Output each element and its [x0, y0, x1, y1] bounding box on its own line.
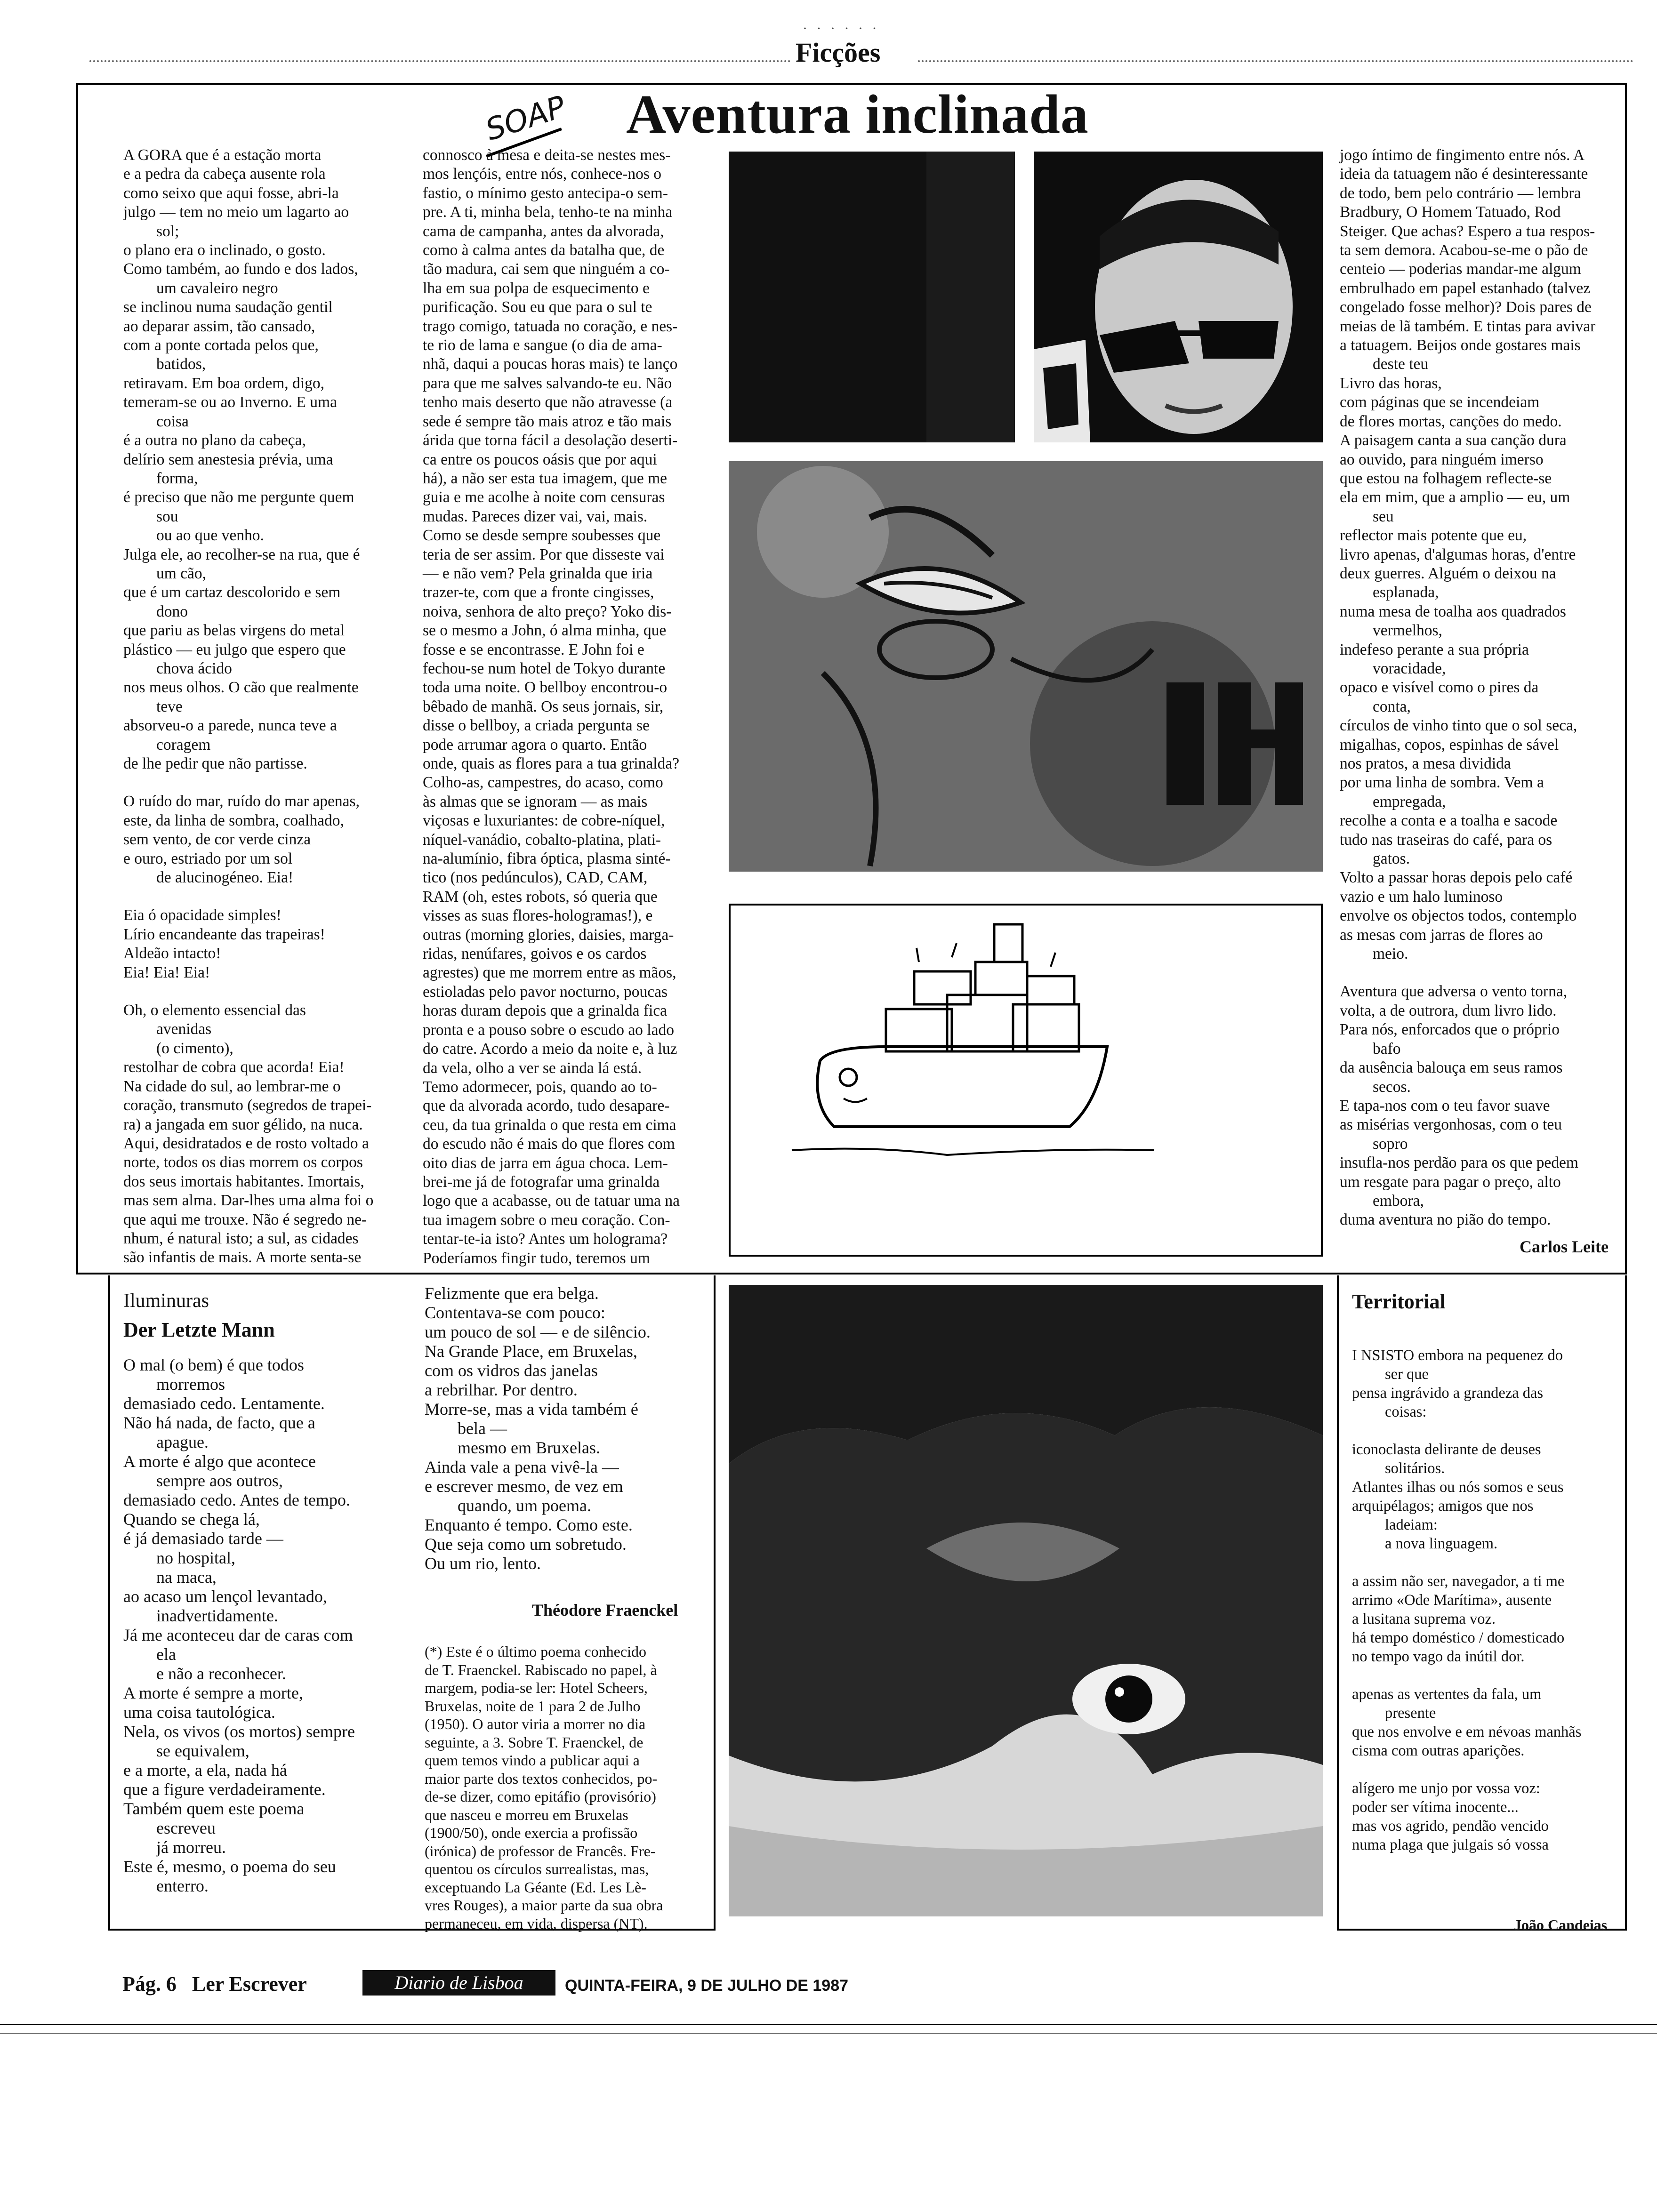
article-text-line: vermelhos,: [1373, 622, 1442, 640]
article-text-line: tão madura, cai sem que ninguém a co-: [423, 260, 670, 278]
poem-line: Ou um rio, lento.: [425, 1554, 541, 1573]
article-text-line: e ouro, estriado por um sol: [123, 850, 293, 867]
article-byline: Carlos Leite: [1520, 1237, 1609, 1256]
article-text-line: agrestes) que me morrem entre as mãos,: [423, 964, 676, 982]
article-text-line: ou ao que venho.: [156, 527, 264, 545]
poem-line: se equivalem,: [156, 1741, 249, 1760]
article-text-line: ridas, nenúfares, goivos e os cardos: [423, 945, 647, 963]
article-text-line: trago comigo, tatuada no coração, e nes-: [423, 317, 678, 335]
article-text-line: sou: [156, 507, 178, 525]
article-text-line: (o cimento),: [156, 1039, 233, 1057]
article-text-line: noiva, senhora de alto preço? Yoko dis-: [423, 602, 672, 620]
article-text-line: connosco à mesa e deita-se nestes mes-: [423, 146, 671, 164]
poem-line: e escrever mesmo, de vez em: [425, 1477, 623, 1496]
article-text-line: as misérias vergonhosas, com o teu: [1340, 1116, 1562, 1134]
article-text-line: às almas que se ignoram — as mais: [423, 793, 648, 810]
poem-line: cisma com outras aparições.: [1352, 1742, 1525, 1759]
article-text-line: com a ponte cortada pelos que,: [123, 337, 319, 354]
article-text-line: do escudo não é mais do que flores com: [423, 1135, 675, 1153]
article-text-line: O ruído do mar, ruído do mar apenas,: [123, 793, 360, 810]
article-text-line: teria de ser assim. Por que disseste vai: [423, 545, 665, 563]
article-text-line: este, da linha de sombra, coalhado,: [123, 811, 344, 829]
article-text-line: sopro: [1373, 1135, 1408, 1153]
article-text-line: gatos.: [1373, 850, 1410, 868]
poem-line: Atlantes ilhas ou nós somos e seus: [1352, 1479, 1564, 1496]
article-text-line: [123, 773, 406, 792]
article-text-line: fastio, o mínimo gesto antecipa-o sem-: [423, 184, 668, 202]
article-text-line: pre. A ti, minha bela, tenho-te na minha: [423, 203, 673, 221]
article-text-line: E tapa-nos com o teu favor suave: [1340, 1097, 1550, 1114]
boat-illustration-frame: [729, 904, 1323, 1257]
poem-line: e não a reconhecer.: [156, 1664, 286, 1683]
note-line: Bruxelas, noite de 1 para 2 de Julho: [425, 1697, 641, 1715]
article-text-line: para que me salves salvando-te eu. Não: [423, 374, 672, 392]
article-text-line: se inclinou numa saudação gentil: [123, 298, 333, 316]
note-line: exceptuando La Géante (Ed. Les Lè-: [425, 1878, 646, 1896]
poem-line: A morte é sempre a morte,: [123, 1683, 303, 1702]
article-text-line: outras (morning glories, daisies, marga-: [423, 926, 674, 944]
article-text-line: conta,: [1373, 697, 1411, 715]
poem-line: mesmo em Bruxelas.: [458, 1438, 600, 1457]
article-text-line: ao ouvido, para ninguém imerso: [1340, 450, 1544, 468]
article-text-line: dono: [156, 602, 188, 620]
article-text-line: um cão,: [156, 564, 207, 582]
article-text-line: as mesas com jarras de flores ao: [1340, 926, 1543, 944]
article-text-line: [123, 982, 406, 1001]
article-text-line: trazer-te, com que a fronte cingisses,: [423, 584, 654, 601]
poem-line: [1352, 1553, 1620, 1572]
article-text-line: pode arrumar agora o quarto. Então: [423, 736, 647, 753]
article-text-line: na-alumínio, fibra óptica, plasma sinté-: [423, 850, 671, 868]
poem-line: arrimo «Ode Marítima», ausente: [1352, 1592, 1552, 1609]
poem-line: apenas as vertentes da fala, um: [1352, 1686, 1542, 1703]
poem-line: numa plaga que julgais só vossa: [1352, 1836, 1549, 1853]
territorial-title: Territorial: [1352, 1290, 1446, 1313]
article-text-line: congelado fosse melhor)? Dois pares de: [1340, 298, 1592, 316]
article-text-line: te rio de lama e sangue (o dia de ama-: [423, 337, 662, 354]
article-text-line: árida que torna fácil a desolação deserti-: [423, 432, 678, 449]
article-text-line: retiravam. Em boa ordem, digo,: [123, 374, 324, 392]
article-text-line: livro apenas, d'algumas horas, d'entre: [1340, 545, 1576, 563]
article-text-line: níquel-vanádio, cobalto-platina, plati-: [423, 831, 661, 849]
poem-line: iconoclasta delirante de deuses: [1352, 1441, 1541, 1458]
article-text-line: nhã, daqui a poucas horas mais) te lanço: [423, 355, 678, 373]
poem-line: bela —: [458, 1419, 507, 1438]
poem-line: apague.: [156, 1433, 209, 1451]
article-text-line: se o mesmo a John, ó alma minha, que: [423, 622, 667, 640]
article-text-line: batidos,: [156, 355, 206, 373]
poem-line: poder ser vítima inocente...: [1352, 1799, 1519, 1816]
note-line: margem, podia-se ler: Hotel Scheers,: [425, 1679, 648, 1696]
note-line: quem temos vindo a publicar aqui a: [425, 1752, 640, 1769]
article-text-line: ela em mim, que a amplio — eu, um: [1340, 489, 1570, 506]
boat-illustration: [731, 906, 1321, 1255]
article-text-line: coração, transmuto (segredos de trapei-: [123, 1097, 372, 1114]
article-text-line: julgo — tem no meio um lagarto ao: [123, 203, 349, 221]
article-text-line: horas duram depois que a grinalda fica: [423, 1002, 668, 1020]
poem-line: inadvertidamente.: [156, 1606, 278, 1625]
article-text-line: numa mesa de toalha aos quadrados: [1340, 602, 1566, 620]
article-text-line: que é um cartaz descolorido e sem: [123, 584, 341, 601]
article-text-line: avenidas: [156, 1020, 212, 1038]
iluminuras-rubric: Iluminuras: [123, 1290, 209, 1312]
article-column-3: [1340, 146, 1622, 1230]
poem-line: solitários.: [1385, 1460, 1445, 1477]
poem-line: I NSISTO embora na pequenez do: [1352, 1347, 1563, 1364]
territorial-poem: [1352, 1346, 1620, 1854]
article-text-line: [1340, 963, 1622, 982]
article-text-line: há), a não ser esta tua imagem, que me: [423, 469, 668, 487]
poem-line: [1352, 1760, 1620, 1779]
article-text-line: bafo: [1373, 1040, 1401, 1058]
poem-line: e a morte, a ela, nada há: [123, 1761, 287, 1779]
article-text-line: empregada,: [1373, 793, 1446, 810]
article-text-line: absorveu-o a parede, nunca teve a: [123, 717, 337, 735]
article-text-line: reflector mais potente que eu,: [1340, 527, 1527, 545]
article-text-line: mas sem alma. Dar-lhes uma alma foi o: [123, 1192, 374, 1210]
article-text-line: deste teu: [1373, 355, 1429, 373]
article-text-line: tua imagem sobre o meu coração. Con-: [423, 1211, 670, 1229]
poem-line: a rebrilhar. Por dentro.: [425, 1380, 578, 1399]
poem-line: Já me aconteceu dar de caras com: [123, 1626, 353, 1644]
poem-line: que nos envolve e em névoas manhãs: [1352, 1723, 1582, 1740]
article-text-line: Poderíamos fingir tudo, teremos um: [423, 1249, 650, 1267]
article-text-line: ra) a jangada em suor gélido, na nuca.: [123, 1115, 363, 1133]
poem-line: demasiado cedo. Antes de tempo.: [123, 1491, 350, 1509]
article-text-line: de alucinogéneo. Eia!: [156, 869, 294, 887]
poem-line: ela: [156, 1645, 176, 1664]
article-text-line: A GORA que é a estação morta: [123, 146, 322, 164]
article-text-line: da vela, olho a ver se ainda lá está.: [423, 1059, 642, 1077]
article-text-line: esplanada,: [1373, 584, 1439, 601]
article-text-line: visses as suas flores-hologramas!), e: [423, 907, 653, 925]
article-text-line: coragem: [156, 736, 211, 753]
article-text-line: sede é sempre tão mais atroz e tão mais: [423, 412, 672, 430]
article-text-line: disse o bellboy, a criada pergunta se: [423, 717, 650, 735]
article-text-line: norte, todos os dias morrem os corpos: [123, 1154, 363, 1171]
article-text-line: secos.: [1373, 1078, 1411, 1096]
header-rule-right: [918, 60, 1633, 62]
article-text-line: um resgate para pagar o preço, alto: [1340, 1173, 1561, 1191]
article-text-line: mudas. Pareces dizer vai, vai, mais.: [423, 507, 648, 525]
photo-graffiti-face: [729, 461, 1323, 872]
article-text-line: embrulhado em papel estanhado (talvez: [1340, 279, 1591, 297]
article-text-line: são infantis de mais. A morte senta-se: [123, 1249, 362, 1266]
note-line: de T. Fraenckel. Rabiscado no papel, à: [425, 1661, 657, 1678]
article-text-line: voracidade,: [1373, 659, 1446, 677]
article-text-line: como à calma antes da batalha que, de: [423, 241, 665, 259]
article-text-line: delírio sem anestesia prévia, uma: [123, 450, 333, 468]
poem-line: A morte é algo que acontece: [123, 1452, 316, 1471]
article-text-line: viçosas e luxuriantes: de cobre-níquel,: [423, 812, 665, 830]
article-text-line: plástico — eu julgo que espero que: [123, 641, 346, 658]
poem-line: [1352, 1666, 1620, 1685]
poem-line: Na Grande Place, em Bruxelas,: [425, 1342, 637, 1361]
photo-blurred-face: [729, 1285, 1323, 1916]
article-text-line: estioladas pelo pavor nocturno, poucas: [423, 983, 668, 1001]
iluminuras-title: Der Letzte Mann: [123, 1318, 275, 1341]
section-title: Ficções: [796, 37, 881, 68]
article-text-line: indefeso perante a sua própria: [1340, 641, 1529, 658]
footer-section: Ler Escrever: [192, 1972, 307, 1996]
poem-line: que a figure verdadeiramente.: [123, 1780, 326, 1799]
article-text-line: insufla-nos perdão para os que pedem: [1340, 1154, 1578, 1172]
article-column-2: [423, 146, 710, 1268]
poem-line: com os vidros das janelas: [425, 1361, 598, 1380]
poem-line: ser que: [1385, 1366, 1429, 1383]
note-line: (1950). O autor viria a morrer no dia: [425, 1715, 646, 1732]
article-text-line: — e não vem? Pela grinalda que iria: [423, 564, 653, 582]
article-text-line: com páginas que se incendeiam: [1340, 393, 1540, 411]
article-text-line: fechou-se num hotel de Tokyo durante: [423, 659, 666, 677]
poem-line: há tempo doméstico / domesticado: [1352, 1629, 1565, 1646]
article-text-line: cama de campanha, antes da alvorada,: [423, 222, 664, 240]
article-text-line: sol;: [156, 222, 179, 240]
poem-line: coisas:: [1385, 1403, 1427, 1420]
article-text-line: purificação. Sou eu que para o sul te: [423, 298, 652, 316]
article-text-line: de lhe pedir que não partisse.: [123, 755, 307, 772]
article-text-line: embora,: [1373, 1192, 1424, 1210]
article-text-line: A paisagem canta a sua canção dura: [1340, 432, 1567, 449]
poem-line: sempre aos outros,: [156, 1471, 283, 1490]
article-text-line: mos lençóis, entre nós, conhece-nos o: [423, 165, 662, 183]
article-text-line: Aqui, desidratados e de rosto voltado a: [123, 1134, 369, 1152]
article-text-line: de todo, bem pelo contrário — lembra: [1340, 184, 1581, 202]
note-line: (1900/50), onde exercia a profissão: [425, 1824, 638, 1841]
poem-line: uma coisa tautológica.: [123, 1703, 275, 1722]
article-text-line: Como se desde sempre soubesses que: [423, 527, 661, 545]
article-text-line: fosse e se encontrasse. E John foi e: [423, 641, 644, 658]
article-text-line: um cavaleiro negro: [156, 279, 278, 297]
poem-line: Felizmente que era belga.: [425, 1284, 599, 1303]
article-text-line: Livro das horas,: [1340, 374, 1442, 392]
footer-rule-top: [0, 2024, 1657, 2025]
article-text-line: por uma linha de sombra. Vem a: [1340, 774, 1544, 792]
poem-line: já morreu.: [156, 1838, 226, 1857]
article-text-line: que da alvorada acordo, tudo desapare-: [423, 1097, 670, 1115]
poem-line: Que seja como um sobretudo.: [425, 1535, 627, 1554]
footer-rule-bottom: [0, 2033, 1657, 2034]
poem-line: a assim não ser, navegador, a ti me: [1352, 1573, 1565, 1590]
article-text-line: restolhar de cobra que acorda! Eia!: [123, 1058, 345, 1076]
article-text-line: Volto a passar horas depois pelo café: [1340, 869, 1573, 887]
article-text-line: Eia ó opacidade simples!: [123, 906, 282, 924]
article-text-line: recolhe a conta e a toalha e sacode: [1340, 812, 1558, 830]
photo-man-sunglasses: [1034, 152, 1323, 442]
article-text-line: ideia da tatuagem não é desinteressante: [1340, 165, 1588, 183]
note-line: (irónica) de professor de Francês. Fre-: [425, 1842, 656, 1859]
article-text-line: que estou na folhagem reflecte-se: [1340, 469, 1552, 487]
article-text-line: ta sem demora. Acabou-se-me o pão de: [1340, 241, 1588, 259]
iluminuras-byline: Théodore Fraenckel: [532, 1601, 678, 1619]
article-text-line: bêbado de manhã. Os seus jornais, sir,: [423, 697, 664, 715]
poem-line: alígero me unjo por vossa voz:: [1352, 1780, 1540, 1797]
article-text-line: deux guerres. Alguém o deixou na: [1340, 564, 1556, 582]
article-text-line: guia e me acolhe à noite com censuras: [423, 489, 665, 506]
article-text-line: onde, quais as flores para a tua grinalda?: [423, 755, 680, 772]
territorial-byline: João Candeias: [1514, 1916, 1608, 1933]
note-line: maior parte dos textos conhecidos, po-: [425, 1770, 658, 1787]
article-text-line: de flores mortas, canções do medo.: [1340, 412, 1562, 430]
article-text-line: forma,: [156, 469, 198, 487]
masthead-logo: Diario de Lisboa: [362, 1970, 555, 1996]
article-text-line: meias de lã também. E tintas para avivar: [1340, 317, 1596, 335]
article-text-line: chova ácido: [156, 659, 232, 677]
poem-line: Ainda vale a pena vivê-la —: [425, 1458, 619, 1476]
poem-line: presente: [1385, 1705, 1436, 1722]
article-text-line: a tatuagem. Beijos onde gostares mais: [1340, 337, 1581, 354]
article-text-line: é a outra no plano da cabeça,: [123, 432, 306, 449]
article-text-line: oito dias de jarra em água choca. Lem-: [423, 1154, 668, 1172]
article-text-line: do catre. Acordo a meio da noite e, à luz: [423, 1040, 677, 1058]
article-text-line: Julga ele, ao recolher-se na rua, que é: [123, 545, 360, 563]
poem-line: Enquanto é tempo. Como este.: [425, 1515, 633, 1534]
note-line: (*) Este é o último poema conhecido: [425, 1643, 646, 1660]
article-text-line: é preciso que não me pergunte quem: [123, 489, 354, 506]
poem-line: a nova linguagem.: [1385, 1535, 1498, 1552]
article-text-line: Como também, ao fundo e dos lados,: [123, 260, 358, 278]
article-kicker: SOAP: [481, 89, 570, 148]
iluminuras-note: [425, 1643, 707, 1932]
note-line: quentou os círculos surrealistas, mas,: [425, 1860, 649, 1877]
iluminuras-poem-part-2: [425, 1284, 712, 1573]
note-line: que nasceu e morreu em Bruxelas: [425, 1806, 628, 1823]
article-text-line: toda uma noite. O bellboy encontrou-o: [423, 679, 668, 697]
article-text-line: Temo adormecer, pois, quando ao to-: [423, 1078, 657, 1096]
section-ornament: · · · · · ·: [803, 21, 880, 36]
poem-line: Nela, os vivos (os mortos) sempre: [123, 1722, 355, 1741]
poem-line: no tempo vago da inútil dor.: [1352, 1648, 1525, 1665]
article-text-line: da ausência balouça em seus ramos: [1340, 1059, 1563, 1077]
article-text-line: que aqui me trouxe. Não é segredo ne-: [123, 1210, 367, 1228]
article-text-line: Para nós, enforcados que o próprio: [1340, 1021, 1560, 1039]
poem-line: mas vos agrido, pendão vencido: [1352, 1818, 1549, 1835]
article-text-line: Aldeão intacto!: [123, 945, 221, 962]
article-text-line: tudo nas traseiras do café, para os: [1340, 831, 1552, 849]
poem-line: morremos: [156, 1375, 225, 1394]
article-text-line: centeio — poderias mandar-me algum: [1340, 260, 1581, 278]
poem-line: arquipélagos; amigos que nos: [1352, 1498, 1534, 1515]
article-text-line: brei-me já de fotografar uma grinalda: [423, 1173, 660, 1191]
article-text-line: tico (nos pedúnculos), CAD, CAM,: [423, 869, 648, 887]
poem-line: quando, um poema.: [458, 1496, 591, 1515]
article-text-line: sem vento, de cor verde cinza: [123, 831, 311, 849]
poem-line: ao acaso um lençol levantado,: [123, 1587, 327, 1606]
article-text-line: Na cidade do sul, ao lembrar-me o: [123, 1077, 341, 1095]
poem-line: Este é, mesmo, o poema do seu: [123, 1857, 336, 1876]
article-text-line: Steiger. Que achas? Espero a tua respos-: [1340, 222, 1595, 240]
article-text-line: volta, a de outrora, dum livro lido.: [1340, 1002, 1557, 1019]
photo-dark-texture: [729, 152, 1015, 442]
article-text-line: dos seus imortais habitantes. Imortais,: [123, 1172, 364, 1190]
article-text-line: e a pedra da cabeça ausente rola: [123, 165, 326, 183]
article-text-line: [123, 887, 406, 906]
article-text-line: tenho mais deserto que não atravesse (a: [423, 393, 673, 411]
article-text-line: opaco e visível como o pires da: [1340, 679, 1539, 697]
article-text-line: tentar-te-ia isto? Antes um holograma?: [423, 1230, 668, 1248]
article-headline: Aventura inclinada: [626, 83, 1089, 145]
publication-date: QUINTA-FEIRA, 9 DE JULHO DE 1987: [565, 1977, 849, 1995]
poem-line: um pouco de sol — e de silêncio.: [425, 1322, 651, 1341]
note-line: vres Rouges), a maior parte da sua obra: [425, 1897, 663, 1914]
article-text-line: nhum, é natural isto; a sul, as cidades: [123, 1229, 359, 1247]
poem-line: Contentava-se com pouco:: [425, 1303, 605, 1322]
poem-line: Morre-se, mas a vida também é: [425, 1400, 638, 1419]
article-text-line: nos meus olhos. O cão que realmente: [123, 679, 359, 697]
article-text-line: que pariu as belas virgens do metal: [123, 622, 345, 640]
article-text-line: RAM (oh, estes robots, só queria que: [423, 888, 658, 906]
article-text-line: círculos de vinho tinto que o sol seca,: [1340, 717, 1577, 735]
article-text-line: como seixo que aqui fosse, abri-la: [123, 184, 339, 202]
poem-line: Também quem este poema: [123, 1799, 305, 1818]
poem-line: enterro.: [156, 1876, 209, 1895]
article-text-line: duma aventura no pião do tempo.: [1340, 1211, 1551, 1229]
article-text-line: Aventura que adversa o vento torna,: [1340, 983, 1568, 1001]
poem-line: escreveu: [156, 1819, 216, 1837]
article-text-line: temeram-se ou ao Inverno. E uma: [123, 393, 337, 411]
article-text-line: ao deparar assim, tão cansado,: [123, 317, 315, 335]
note-line: seguinte, a 3. Sobre T. Fraenckel, de: [425, 1733, 643, 1751]
article-text-line: Lírio encandeante das trapeiras!: [123, 925, 325, 943]
poem-line: pensa ingrávido a grandeza das: [1352, 1385, 1544, 1402]
note-line: de-se dizer, como epitáfio (provisório): [425, 1788, 656, 1805]
article-text-line: pronta e a pouso sobre o escudo ao lado: [423, 1021, 674, 1039]
poem-line: na maca,: [156, 1568, 217, 1587]
poem-line: a lusitana suprema voz.: [1352, 1611, 1496, 1627]
poem-line: O mal (o bem) é que todos: [123, 1355, 304, 1374]
article-column-1: [123, 146, 406, 1267]
article-text-line: lha em sua polpa de esquecimento e: [423, 279, 650, 297]
poem-line: Quando se chega lá,: [123, 1510, 260, 1529]
article-text-line: migalhas, copos, espinhas de sável: [1340, 736, 1559, 753]
article-text-line: jogo íntimo de fingimento entre nós. A: [1340, 146, 1585, 164]
article-text-line: coisa: [156, 412, 189, 430]
poem-line: Não há nada, de facto, que a: [123, 1413, 315, 1432]
article-text-line: vazio e um halo luminoso: [1340, 888, 1503, 906]
article-text-line: nos pratos, a mesa dividida: [1340, 755, 1511, 772]
iluminuras-poem-part-1: [123, 1355, 410, 1896]
article-text-line: logo que a acabasse, ou de tatuar uma na: [423, 1192, 680, 1210]
poem-line: no hospital,: [156, 1548, 235, 1567]
page-number: Pág. 6: [122, 1972, 177, 1996]
article-text-line: teve: [156, 697, 183, 715]
article-text-line: ca entre os poucos oásis que por aqui: [423, 450, 657, 468]
article-text-line: seu: [1373, 507, 1394, 525]
article-text-line: Colho-as, campestres, do acaso, como: [423, 774, 663, 792]
article-text-line: ceu, da tua grinalda o que resta em cima: [423, 1116, 676, 1134]
poem-line: é já demasiado tarde —: [123, 1529, 283, 1548]
poem-line: demasiado cedo. Lentamente.: [123, 1394, 325, 1413]
header-rule-left: [89, 60, 791, 62]
article-text-line: meio.: [1373, 945, 1408, 963]
note-line: permaneceu, em vida, dispersa (NT).: [425, 1915, 648, 1932]
article-text-line: Bradbury, O Homem Tatuado, Rod: [1340, 203, 1561, 221]
article-text-line: Oh, o elemento essencial das: [123, 1002, 306, 1019]
poem-line: [1352, 1421, 1620, 1440]
footer-page-label: [122, 1972, 307, 1996]
poem-line: ladeiam:: [1385, 1516, 1438, 1533]
article-text-line: Eia! Eia! Eia!: [123, 963, 210, 981]
article-text-line: envolve os objectos todos, contemplo: [1340, 907, 1577, 925]
article-text-line: o plano era o inclinado, o gosto.: [123, 241, 326, 259]
